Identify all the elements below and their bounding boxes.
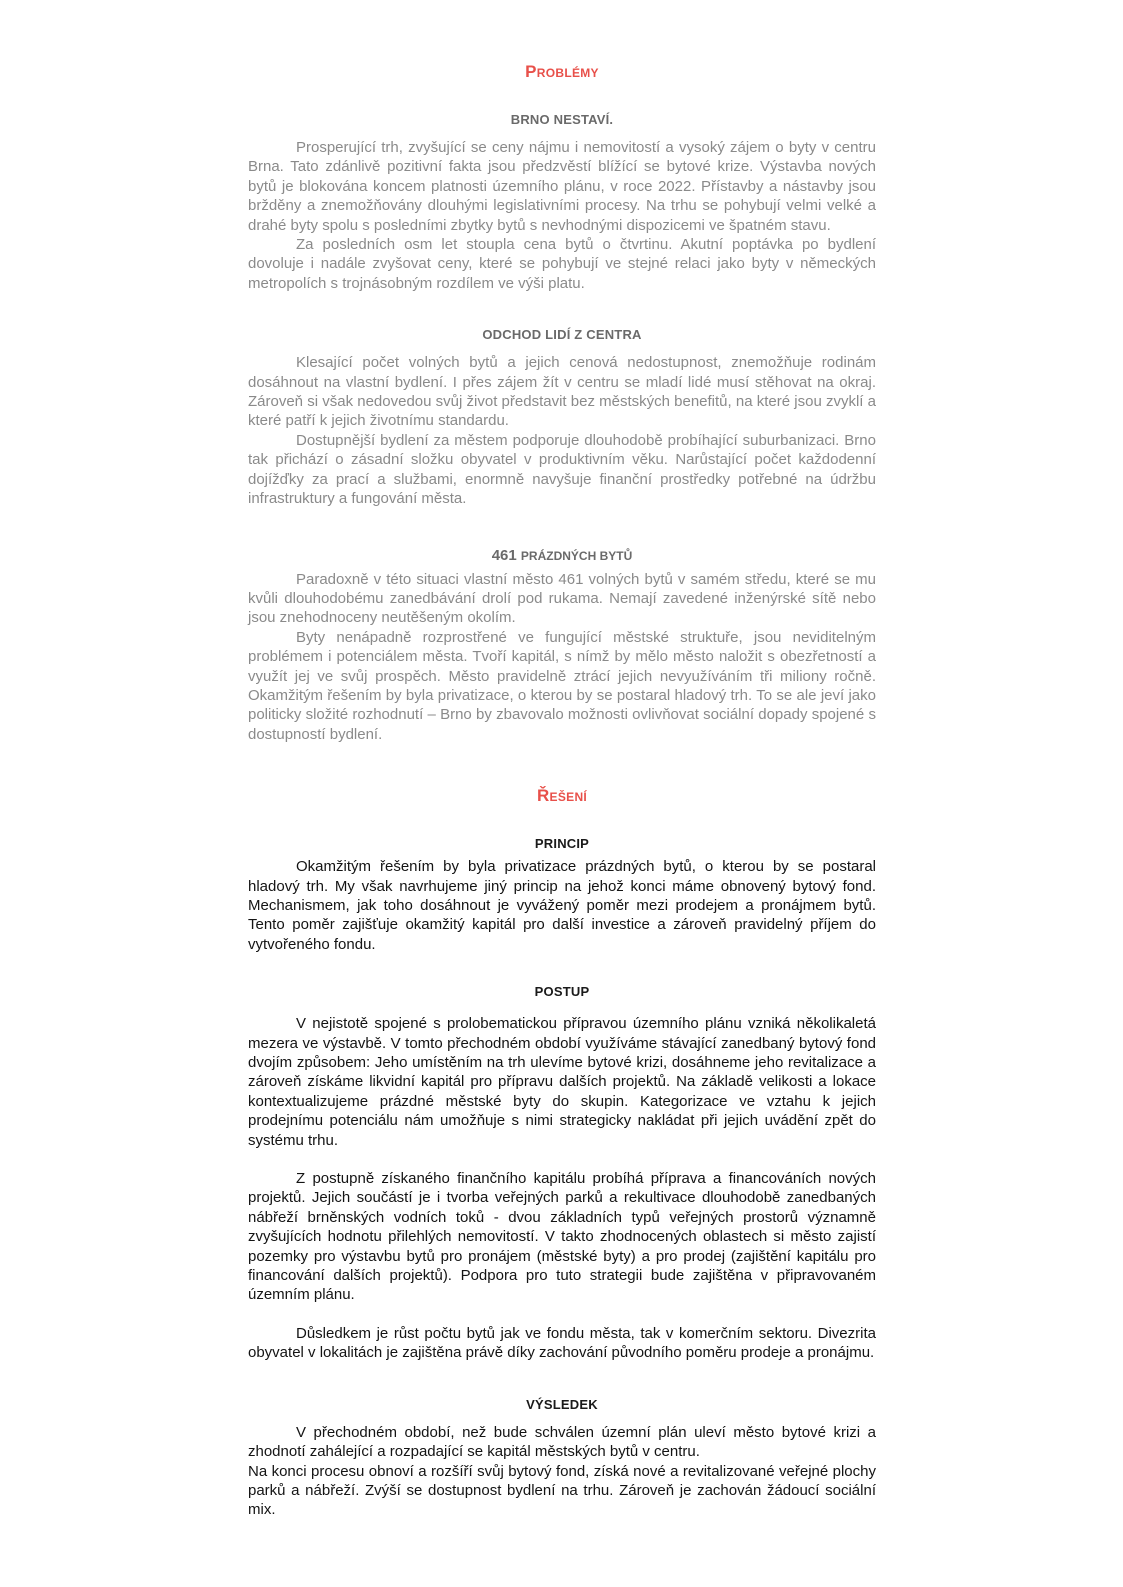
prazdne-byty-number: 461 (491, 546, 517, 564)
prazdne-byty-paragraph-2: Byty nenápadně rozprostřené ve fungující městské struktuře, jsou neviditelným problémem i potenciálem města. Tvoří kapitál, s nímž by mělo město naložit s obezřetností a využít jej ve svůj prospěch. Město pravidelně ztrácí jejich nevyužíváním tři miliony ročně. Okamžitým řešením by byla privatizace, o kterou by se postaral hladový trh. To se ale jeví jako politicky složité rozhodnutí – Brno by zbavovalo možnosti ovlivňovat sociální dopady spojené s dostupností bydlení. (248, 628, 876, 743)
odchod-heading: ODCHOD LIDÍ Z CENTRA (482, 327, 642, 343)
brno-nestavi-heading: BRNO NESTAVÍ. (510, 112, 614, 127)
princip-paragraph: Okamžitým řešením by byla privatizace prázdných bytů, o kterou by se postaral hladový trh. My však navrhujeme jiný princip na jehož konci máme obnovený bytový fond. Mechanismem, jak toho dosáhnout je vyvážený poměr mezi prodejem a pronájmem bytů. Tento poměr zajišťuje okamžitý kapitál pro další investice a zároveň pravidelný příjem do vytvořeného fondu. (248, 858, 876, 953)
odchod-paragraph-2: Dostupnější bydlení za městem podporuje dlouhodobě probíhající suburbanizaci. Brno tak přichází o zásadní složku obyvatel v produktivním věku. Narůstající počet každodenní dojížďky za prací a službami, enormně navyšuje finanční prostředky potřebné na údržbu infrastruktury a fungování města. (248, 431, 876, 508)
vysledek-paragraph-1: V přechodném období, než bude schválen územní plán uleví město bytové krizi a zhodnotí zahálející a rozpadající se kapitál městských bytů v centru. (248, 1423, 876, 1461)
prazdne-byty-paragraph-1: Paradoxně v této situaci vlastní město 461 volných bytů v samém středu, které se mu kvůli dlouhodobému zanedbávání drolí pod rukama. Nemají zavedené inženýrské sítě nebo jsou znehodnoceny neutěšeným okolím. (248, 570, 876, 627)
document-page (248, 58, 876, 1520)
odchod-paragraph-1: Klesající počet volných bytů a jejich cenová nedostupnost, znemožňuje rodinám dosáhnout na vlastní bydlení. I přes zájem žít v centru se mladí lidé musí stěhovat na okraj. Zároveň si však nedovedou svůj život představit bez městských benefitů, na které jsou zvyklí a které patří k jejich životnímu standardu. (248, 354, 876, 430)
postup-heading: POSTUP (534, 984, 590, 1000)
postup-paragraph-3: Důsledkem je růst počtu bytů jak ve fondu města, tak v komerčním sektoru. Divezrita obyvatel v lokalitách je zajištěna právě díky zachování původního poměru prodeje a pronájmu. (248, 1324, 876, 1362)
princip-heading: PRINCIP (534, 836, 590, 852)
postup-paragraph-2: Z postupně získaného finančního kapitálu probíhá příprava a financováních nových projektů. Jejich součástí je i tvorba veřejných parků a rekultivace dlouhodobě zanedbaných nábřeží brněnských vodních toků - dvou základních typů veřejných prostorů významně zvyšujících hodnotu přilehlých nemovitostí. V takto zhodnocených oblastech si město zajistí pozemky pro výstavbu bytů pro pronájem (městské byty) a pro prodej (zajištění kapitálu pro financování dalších projektů). Podpora pro tuto strategii bude zajištěna v připravovaném územním plánu. (248, 1170, 876, 1304)
vysledek-paragraph-2: Na konci procesu obnoví a rozšíří svůj bytový fond, získá nové a revitalizované veřejné plochy parků a nábřeží. Zvýší se dostupnost bydlení na trhu. Zároveň je zachován žádoucí sociální mix. (248, 1462, 876, 1519)
prazdne-byty-heading (248, 547, 876, 564)
vysledek-heading: VÝSLEDEK (526, 1396, 598, 1412)
problems-title: Problémy (525, 62, 599, 81)
solution-title: Řešení (536, 786, 588, 806)
prazdne-byty-label: PRÁZDNÝCH BYTŮ (520, 548, 633, 563)
brno-nestavi-paragraph-1: Prosperující trh, zvyšující se ceny nájmu i nemovitostí a vysoký zájem o byty v centru Brna. Tato zdánlivě pozitivní fakta jsou předzvěstí blížící se bytové krize. Výstavba nových bytů je blokována koncem platnosti územního plánu, v roce 2022. Přístavby a nástavby jsou bržděny a znemožňovány dlouhými legislativními procesy. Na trhu se pohybují velmi velké a drahé byty spolu s posledními zbytky bytů s nevhodnými dispozicemi ve špatném stavu. (248, 139, 876, 234)
brno-nestavi-paragraph-2: Za posledních osm let stoupla cena bytů o čtvrtinu. Akutní poptávka po bydlení dovoluje i nadále zvyšovat ceny, které se pohybují ve stejné relaci jako byty v německých metropolích s trojnásobným rozdílem ve výši platu. (248, 236, 876, 292)
postup-paragraph-1: V nejistotě spojené s prolobematickou přípravou územního plánu vzniká několikaletá mezera ve výstavbě. V tomto přechodném období využíváme stávající zanedbaný bytový fond dvojím způsobem: Jeho umístěním na trh ulevíme bytové krizi, dosáhneme jeho revitalizace a zároveň získáme likvidní kapitál pro přípravu dalších projektů. Na základě velikosti a lokace kontextualizujeme prázdné městské byty do skupin. Kategorizace ve vztahu k jejich prodejnímu potenciálu nám umožňuje s nimi strategicky nakládat při jejich uvádění zpět do systému trhu. (248, 1015, 876, 1149)
